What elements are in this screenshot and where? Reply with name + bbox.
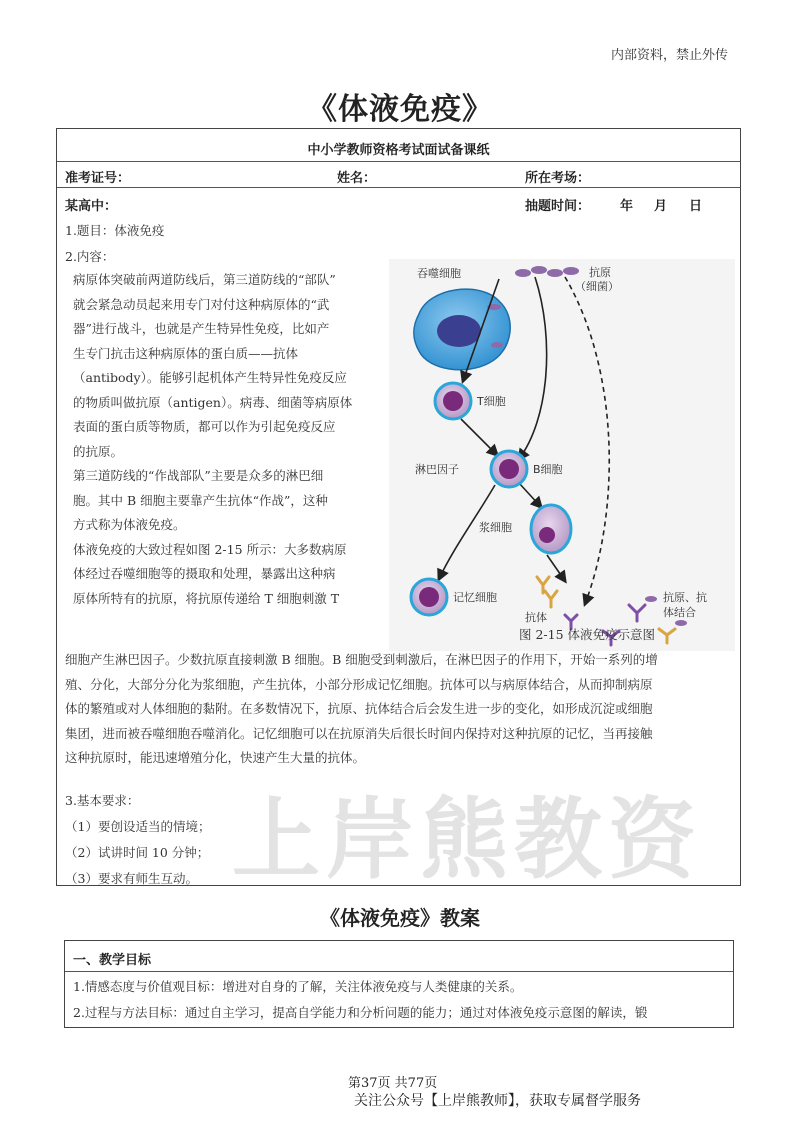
antigen-sub-label: （细菌） bbox=[575, 280, 619, 293]
t-cell bbox=[435, 383, 471, 419]
lesson-plan-title: 《体液免疫》教案 bbox=[320, 906, 480, 930]
promo-text: 关注公众号【上岸熊教师】，获取专属督学服务 bbox=[354, 1093, 641, 1109]
antigen-label: 抗原 bbox=[589, 266, 611, 279]
text-line: 生专门抗击这种病原体的蛋白质——抗体 bbox=[73, 345, 299, 361]
b-cell bbox=[491, 451, 527, 487]
humoral-immunity-figure bbox=[389, 259, 735, 651]
page-number: 第37页 共77页 bbox=[348, 1076, 438, 1091]
memory-cell-label: 记忆细胞 bbox=[453, 591, 497, 604]
topic-line: 1.题目：体液免疫 bbox=[65, 223, 165, 238]
text-line: 就会紧急动员起来用专门对付这种病原体的“武 bbox=[73, 296, 330, 312]
day-label: 日 bbox=[689, 199, 703, 214]
t-cell-label: T细胞 bbox=[477, 395, 506, 408]
lymphokine-label: 淋巴因子 bbox=[415, 463, 459, 476]
page-title: 《体液免疫》 bbox=[307, 92, 493, 127]
watermark: 上岸熊教资 bbox=[232, 788, 703, 891]
text-line: 体经过吞噬细胞等的摄取和处理，暴露出这种病 bbox=[73, 566, 336, 581]
b-cell-label: B细胞 bbox=[533, 463, 563, 476]
requirement-item: （1）要创设适当的情境； bbox=[65, 819, 211, 834]
text-line: （antibody）。能够引起机体产生特异性免疫反应 bbox=[73, 370, 347, 385]
text-line: 殖、分化，大部分分化为浆细胞，产生抗体，小部分形成记忆细胞。抗体可以与病原体结合，从而抑制病原 bbox=[65, 676, 653, 692]
month-label: 月 bbox=[654, 199, 668, 214]
venue-label: 所在考场： bbox=[525, 171, 591, 186]
sheet-title: 中小学教师资格考试面试备课纸 bbox=[307, 143, 490, 158]
phagocyte-label: 吞噬细胞 bbox=[417, 267, 461, 280]
text-line: 原体所特有的抗原，将抗原传递给 T 细胞刺激 T bbox=[73, 590, 340, 606]
divider bbox=[65, 971, 733, 972]
plasma-cell-label: 浆细胞 bbox=[479, 521, 512, 534]
name-label: 姓名： bbox=[337, 171, 377, 186]
content-label: 2.内容： bbox=[65, 249, 115, 264]
goal-line: 1.情感态度与价值观目标：增进对自身的了解，关注体液免疫与人类健康的关系。 bbox=[73, 979, 523, 994]
draw-time-label: 抽题时间： bbox=[525, 199, 591, 214]
text-line: 体的繁殖或对人体细胞的黏附。在多数情况下，抗原、抗体结合后会发生进一步的变化，如形成沉淀或细胞 bbox=[65, 701, 653, 716]
exam-prep-sheet bbox=[56, 128, 741, 886]
text-line: 这种抗原时，能迅速增殖分化，快速产生大量的抗体。 bbox=[65, 750, 366, 765]
content-full-width bbox=[65, 648, 733, 771]
requirement-item: （3）要求有师生互动。 bbox=[65, 871, 198, 886]
text-line: 体液免疫的大致过程如图 2-15 所示：大多数病原 bbox=[73, 541, 347, 557]
text-line: 细胞产生淋巴因子。少数抗原直接刺激 B 细胞。B 细胞受到刺激后，在淋巴因子的作用下，开始一系列的增 bbox=[65, 652, 658, 667]
divider bbox=[57, 161, 740, 162]
complex-label-2: 体结合 bbox=[663, 606, 696, 619]
content-left-column bbox=[73, 268, 379, 611]
goal-heading: 一、教学目标 bbox=[73, 953, 152, 968]
text-line: 集团，进而被吞噬细胞吞噬消化。记忆细胞可以在抗原消失后很长时间内保持对这种抗原的记忆，当再接触 bbox=[65, 725, 653, 741]
text-line: 病原体突破前两道防线后，第三道防线的“部队” bbox=[73, 272, 336, 287]
text-line: 胞。其中 B 细胞主要靠产生抗体“作战”，这种 bbox=[73, 492, 328, 508]
text-line: 表面的蛋白质等物质，都可以作为引起免疫反应 bbox=[73, 419, 336, 434]
figure-caption: 图 2-15 体液免疫示意图 bbox=[518, 627, 656, 642]
requirement-item: （2）试讲时间 10 分钟； bbox=[65, 845, 210, 860]
text-line: 的抗原。 bbox=[73, 443, 124, 459]
complex-label-1: 抗原、抗 bbox=[663, 591, 707, 604]
plasma-cell bbox=[531, 505, 571, 553]
year-label: 年 bbox=[620, 199, 634, 214]
goal-line: 2.过程与方法目标：通过自主学习，提高自学能力和分析问题的能力；通过对体液免疫示意图的解读，锻 bbox=[73, 1005, 648, 1020]
school-label: 某高中： bbox=[65, 199, 118, 214]
exam-no-label: 准考证号： bbox=[65, 171, 131, 186]
text-line: 方式称为体液免疫。 bbox=[73, 517, 186, 532]
memory-cell bbox=[411, 579, 447, 615]
lesson-plan-box bbox=[64, 940, 734, 1028]
phagocyte-cell bbox=[414, 289, 510, 370]
text-line: 器”进行战斗，也就是产生特异性免疫，比如产 bbox=[73, 321, 330, 336]
text-line: 的物质叫做抗原（antigen）。病毒、细菌等病原体 bbox=[73, 394, 353, 410]
requirements-label: 3.基本要求： bbox=[65, 793, 140, 808]
divider bbox=[57, 187, 740, 188]
antibody-label: 抗体 bbox=[525, 611, 547, 624]
confidential-note: 内部资料，禁止外传 bbox=[610, 48, 728, 63]
text-line: 第三道防线的“作战部队”主要是众多的淋巴细 bbox=[73, 468, 324, 483]
